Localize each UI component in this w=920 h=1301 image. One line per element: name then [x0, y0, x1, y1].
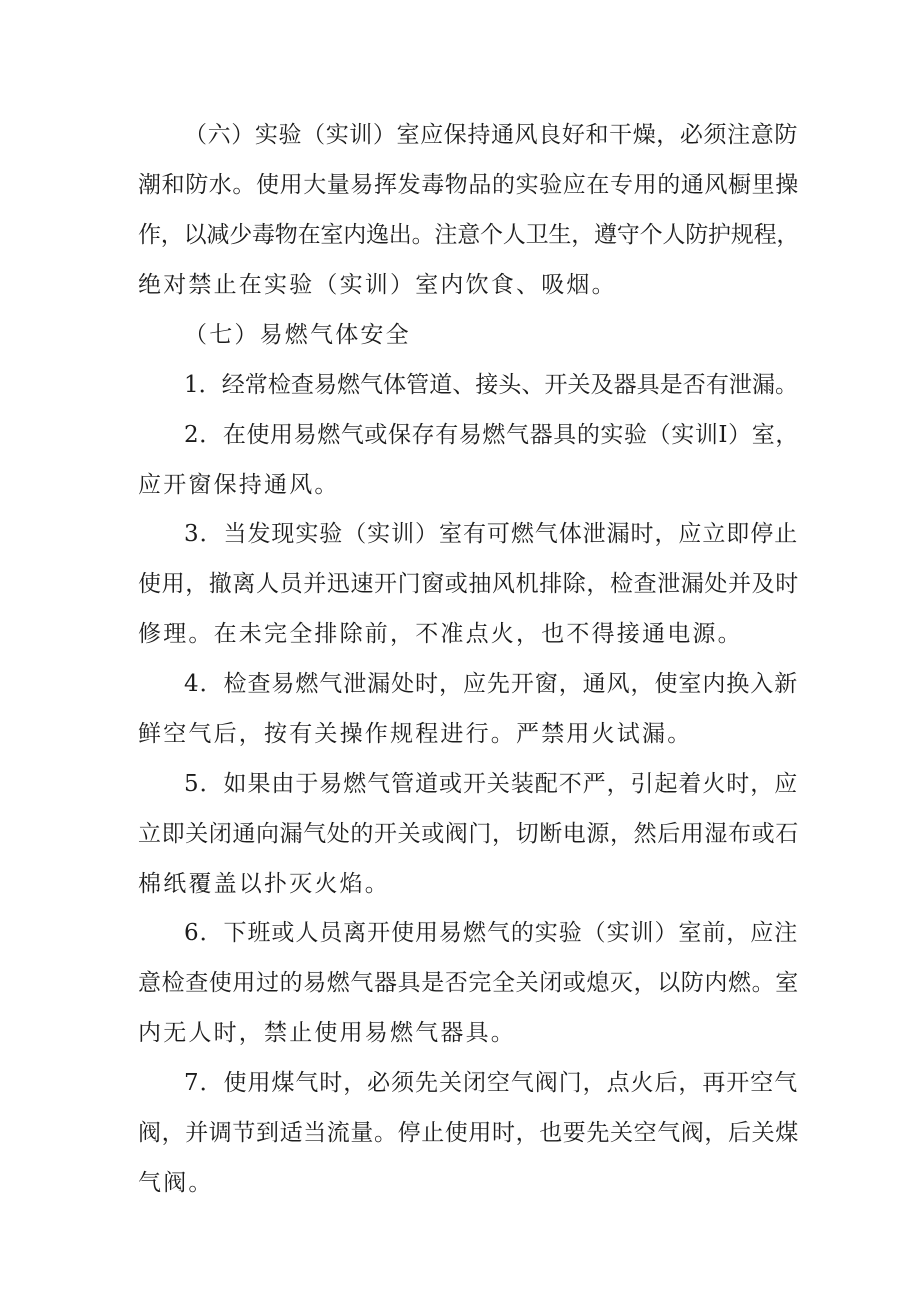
item-7-line-2: 阀，并调节到适当流量。停止使用时，也要先关空气阀，后关煤 — [138, 1120, 799, 1146]
item-3-line-1: 3．当发现实验（实训）室有可燃气体泄漏时，应立即停止 — [184, 521, 798, 547]
item-4-line-2: 鲜空气后，按有关操作规程进行。严禁用火试漏。 — [138, 721, 693, 747]
item-6-line-3: 内无人时，禁止使用易燃气器具。 — [138, 1020, 516, 1046]
paragraph-6-line-3: 作，以减少毒物在室内逸出。注意个人卫生，遵守个人防护规程， — [138, 222, 800, 248]
item-6-line-2: 意检查使用过的易燃气器具是否完全关闭或熄灭，以防内燃。室 — [138, 970, 799, 996]
item-3-line-3: 修理。在未完全排除前，不准点火，也不得接通电源。 — [138, 621, 743, 647]
item-4-line-1: 4．检查易燃气泄漏处时，应先开窗，通风，使室内换入新 — [184, 671, 798, 697]
item-7-line-1: 7．使用煤气时，必须先关闭空气阀门，点火后，再开空气 — [184, 1070, 798, 1096]
item-5-line-1: 5．如果由于易燃气管道或开关装配不严，引起着火时，应 — [184, 771, 798, 797]
item-5-line-3: 棉纸覆盖以扑灭火焰。 — [138, 871, 390, 897]
item-5-line-2: 立即关闭通向漏气处的开关或阀门，切断电源，然后用湿布或石 — [138, 821, 799, 847]
item-2-line-1: 2．在使用易燃气或保存有易燃气器具的实验（实训I）室， — [184, 422, 799, 448]
item-2-line-2: 应开窗保持通风。 — [138, 472, 340, 498]
section-heading-7: （七）易燃气体安全 — [184, 322, 411, 348]
item-7-line-3: 气阀。 — [138, 1170, 214, 1196]
paragraph-6-line-2: 潮和防水。使用大量易挥发毒物品的实验应在专用的通风橱里操 — [138, 172, 799, 198]
item-1-line-1: 1．经常检查易燃气体管道、接头、开关及器具是否有泄漏。 — [184, 372, 798, 398]
paragraph-6-line-4: 绝对禁止在实验（实训）室内饮食、吸烟。 — [138, 272, 617, 298]
item-3-line-2: 使用，撤离人员并迅速开门窗或抽风机排除，检查泄漏处并及时 — [138, 571, 799, 597]
item-6-line-1: 6．下班或人员离开使用易燃气的实验（实训）室前，应注 — [184, 920, 798, 946]
paragraph-6-line-1: （六）实验（实训）室应保持通风良好和干燥，必须注意防 — [184, 122, 798, 148]
